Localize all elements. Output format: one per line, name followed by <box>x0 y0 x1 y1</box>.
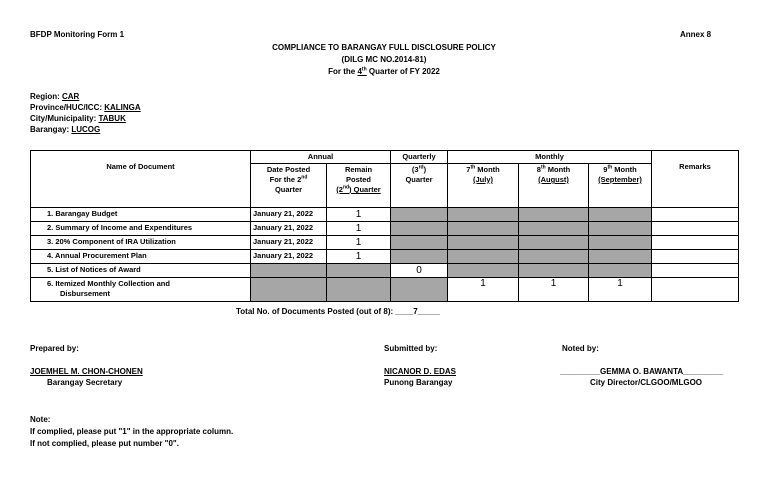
month7-sup: th <box>470 164 476 171</box>
title-line-3-pre: For the <box>328 67 358 76</box>
month7-line-1 <box>450 165 516 175</box>
row-month8-cell: 1 <box>519 278 589 302</box>
remain-line-3-b: ) Quarter <box>349 185 381 194</box>
header-quarter-3rd <box>391 164 448 208</box>
month7-name: (July) <box>473 175 494 184</box>
note-block <box>30 414 233 450</box>
row-month7-cell <box>448 264 519 278</box>
date-posted-line-2-text: For the 2 <box>269 175 302 184</box>
row-date-posted <box>251 278 327 302</box>
title-line-2: (DILG MC NO.2014-81) <box>341 55 427 64</box>
noted-by-name: _________GEMMA O. BAWANTA_________ <box>560 367 724 376</box>
header-monthly: Monthly <box>448 151 652 164</box>
remain-line-3-a: (2 <box>336 185 343 194</box>
prepared-by-label: Prepared by: <box>30 344 79 353</box>
header-month-7 <box>448 164 519 208</box>
month9-line-1 <box>591 165 649 175</box>
quarter-line-1-a: (3 <box>411 165 419 174</box>
quarter-sup: rd <box>418 164 424 171</box>
header-annual: Annual <box>251 151 391 164</box>
region-value: CAR <box>62 92 80 101</box>
row-date-posted: January 21, 2022 <box>251 236 327 250</box>
quarter-line-1-b: ) <box>423 165 427 174</box>
submitted-by-title: Punong Barangay <box>384 378 453 387</box>
month7-word: Month <box>475 165 500 174</box>
row-remain-posted: 1 <box>327 208 391 222</box>
remain-line-3 <box>329 185 388 195</box>
row-remain-posted: 1 <box>327 236 391 250</box>
region-label: Region: <box>30 92 62 101</box>
month9-sup: th <box>607 164 613 171</box>
note-line-2: If not complied, please put number "0". <box>30 439 179 448</box>
note-line-1: If complied, please put "1" in the appropriate column. <box>30 427 234 436</box>
month9-num: 9 <box>603 165 608 174</box>
table-row <box>31 208 739 222</box>
row-remain-posted <box>327 264 391 278</box>
row-month9-cell <box>589 208 652 222</box>
month8-sup: th <box>540 164 546 171</box>
header-month-8 <box>519 164 589 208</box>
quarter-line-2: Quarter <box>405 175 433 184</box>
row-document-name: 2. Summary of Income and Expenditures <box>31 222 251 236</box>
province-label: Province/HUC/ICC: <box>30 103 105 112</box>
row-document-name: 1. Barangay Budget <box>31 208 251 222</box>
remain-line-2: Posted <box>346 175 372 184</box>
quarter-line-1 <box>393 165 445 175</box>
row-quarterly-cell <box>391 222 448 236</box>
row-month7-cell <box>448 236 519 250</box>
total-documents-posted: Total No. of Documents Posted (out of 8): ____7_____ <box>236 307 440 316</box>
row-month7-cell <box>448 208 519 222</box>
province-value: KALINGA <box>104 103 141 112</box>
month9-name: (September) <box>598 175 642 184</box>
row-quarterly-cell <box>391 278 448 302</box>
row-remarks-cell <box>652 208 739 222</box>
submitted-by-label: Submitted by: <box>384 344 438 353</box>
date-posted-sup: nd <box>301 174 308 181</box>
row-quarterly-cell <box>391 208 448 222</box>
document-title <box>0 42 768 78</box>
compliance-table <box>30 150 739 302</box>
header-remarks: Remarks <box>652 151 739 208</box>
remain-line-1: Remain <box>344 165 373 174</box>
row-quarterly-cell <box>391 250 448 264</box>
row-month9-cell <box>589 250 652 264</box>
row-document-name: 4. Annual Procurement Plan <box>31 250 251 264</box>
row-date-posted: January 21, 2022 <box>251 222 327 236</box>
row-month7-cell <box>448 222 519 236</box>
header-name-of-document: Name of Document <box>31 151 251 208</box>
city-line <box>30 113 141 124</box>
row6-name-line-2: Disbursement <box>60 289 111 298</box>
prepared-by-name: JOEMHEL M. CHON-CHONEN <box>30 367 143 376</box>
row-month8-cell <box>519 222 589 236</box>
row-month8-cell <box>519 236 589 250</box>
row-month8-cell <box>519 208 589 222</box>
row-quarterly-cell: 0 <box>391 264 448 278</box>
row-quarterly-cell <box>391 236 448 250</box>
row-date-posted <box>251 264 327 278</box>
remain-sup: nd <box>342 184 350 191</box>
header-quarterly: Quarterly <box>391 151 448 164</box>
month8-word: Month <box>545 165 571 174</box>
row-month9-cell <box>589 236 652 250</box>
row6-name-line-1: 6. Itemized Monthly Collection and <box>47 279 170 288</box>
row-month8-cell <box>519 250 589 264</box>
header-remain-posted <box>327 164 391 208</box>
region-line <box>30 91 141 102</box>
form-label: BFDP Monitoring Form 1 <box>30 30 125 39</box>
month8-line-1 <box>521 165 586 175</box>
row-month9-cell <box>589 222 652 236</box>
month9-word: Month <box>612 165 637 174</box>
title-line-3-post: Quarter of FY 2022 <box>366 67 440 76</box>
row-document-name <box>31 278 251 302</box>
date-posted-line-2 <box>253 175 324 185</box>
row-month7-cell: 1 <box>448 278 519 302</box>
title-line-3 <box>0 66 768 78</box>
row-remarks-cell <box>652 278 739 302</box>
row-remarks-cell <box>652 222 739 236</box>
row-remarks-cell <box>652 236 739 250</box>
row-remain-posted <box>327 278 391 302</box>
row-remain-posted: 1 <box>327 222 391 236</box>
city-value: TABUK <box>98 114 126 123</box>
submitted-by-name: NICANOR D. EDAS <box>384 367 457 376</box>
province-line <box>30 102 141 113</box>
row-document-name: 5. List of Notices of Award <box>31 264 251 278</box>
quarter-number-digit: 4 <box>357 67 362 76</box>
row-document-name: 3. 20% Component of IRA Utilization <box>31 236 251 250</box>
city-label: City/Municipality: <box>30 114 99 123</box>
month8-name: (August) <box>538 175 569 184</box>
table-row <box>31 264 739 278</box>
quarter-number-suffix: th <box>361 66 367 73</box>
prepared-by-title: Barangay Secretary <box>47 378 123 387</box>
table-row <box>31 278 739 302</box>
location-block <box>30 91 141 135</box>
barangay-line <box>30 124 141 135</box>
row-remarks-cell <box>652 250 739 264</box>
row-remarks-cell <box>652 264 739 278</box>
barangay-value: LUCOG <box>71 125 101 134</box>
table-row <box>31 250 739 264</box>
row-remain-posted: 1 <box>327 250 391 264</box>
month8-num: 8 <box>536 165 541 174</box>
noted-by-label: Noted by: <box>562 344 599 353</box>
noted-by-title: City Director/CLGOO/MLGOO <box>590 378 703 387</box>
annex-label: Annex 8 <box>680 30 712 39</box>
row-month9-cell: 1 <box>589 278 652 302</box>
header-date-posted <box>251 164 327 208</box>
row-month7-cell <box>448 250 519 264</box>
date-posted-line-1: Date Posted <box>266 165 311 174</box>
row-date-posted: January 21, 2022 <box>251 208 327 222</box>
quarter-number <box>357 67 366 76</box>
table-row <box>31 222 739 236</box>
table-row <box>31 236 739 250</box>
row-month8-cell <box>519 264 589 278</box>
note-label: Note: <box>30 415 51 424</box>
barangay-label: Barangay: <box>30 125 72 134</box>
row-date-posted: January 21, 2022 <box>251 250 327 264</box>
row-month9-cell <box>589 264 652 278</box>
title-line-1: COMPLIANCE TO BARANGAY FULL DISCLOSURE POLICY <box>272 43 496 52</box>
month7-num: 7 <box>466 165 471 174</box>
header-month-9 <box>589 164 652 208</box>
date-posted-line-3: Quarter <box>274 185 303 194</box>
